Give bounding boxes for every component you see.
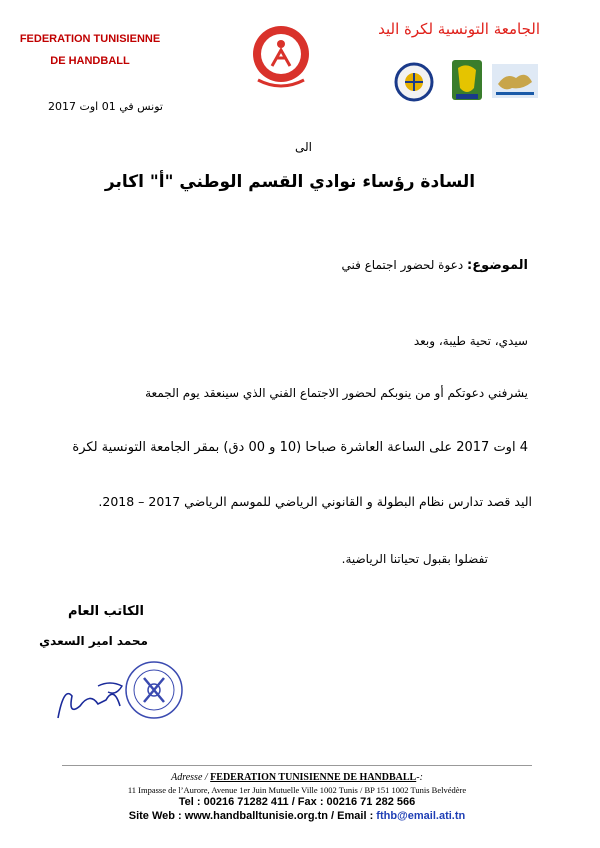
footer-website-link[interactable]: www.handballtunisie.org.tn	[184, 810, 328, 822]
footer-address-line: 11 Impasse de l’Aurore, Avenue 1er Juin Mutuelle Ville 1002 Tunis / BP 151 1002 Tunis Belvédère	[127, 785, 467, 795]
body-paragraph-line1: يشرفني دعوتكم أو من ينوبكم لحضور الاجتماع الفني الذي سينعقد يوم الجمعة	[145, 386, 528, 400]
subject-text: دعوة لحضور اجتماع فني	[341, 258, 467, 272]
footer-email-prefix: / Email :	[328, 810, 377, 822]
body-paragraph-line3: اليد قصد تدارس نظام البطولة و القانوني الرياضي للموسم الرياضي 2017 – 2018.	[98, 494, 532, 509]
federation-logo	[248, 22, 314, 94]
federation-name-fr-line2: DE HANDBALL	[50, 55, 130, 67]
footer-divider	[62, 765, 532, 766]
cahb-logo	[450, 58, 484, 102]
footer-phone-fax: Tel : 00216 71282 411 / Fax : 00216 71 282 566	[178, 796, 416, 808]
footer-address-tail: -:	[416, 772, 423, 783]
ihf-logo	[392, 62, 436, 102]
federation-name-ar: الجامعة التونسية لكرة اليد	[378, 20, 540, 38]
letter-date: تونس في 01 اوت 2017	[48, 100, 163, 113]
arab-handball-logo	[492, 64, 538, 98]
recipient-prefix: الى	[295, 140, 312, 154]
footer-email-link[interactable]: fthb@email.ati.tn	[376, 810, 466, 822]
body-paragraph-line2: 4 اوت 2017 على الساعة العاشرة صباحا (10 و 00 دق) بمقر الجامعة التونسية لكرة	[72, 440, 528, 455]
federation-name-fr-line1: FEDERATION TUNISIENNE	[19, 33, 161, 45]
addressee: السادة رؤساء نوادي القسم الوطني "أ" اكابر	[104, 172, 476, 192]
signatory-title: الكاتب العام	[67, 604, 144, 619]
subject	[341, 258, 528, 273]
footer-web-prefix: Site Web :	[128, 810, 185, 822]
signatory-name: محمد امير السعدي	[39, 634, 148, 648]
salutation: سيدي، تحية طيبة، وبعد	[413, 334, 528, 348]
footer-web-email	[62, 810, 532, 822]
subject-label: الموضوع:	[467, 258, 528, 273]
footer-address-sep: /	[202, 772, 211, 783]
federation-name-fr	[0, 28, 180, 72]
footer-federation-name: FEDERATION TUNISIENNE DE HANDBALL	[210, 772, 417, 783]
footer-address-label: Adresse	[171, 772, 203, 783]
closing-line: تفضلوا بقبول تحياتنا الرياضية.	[341, 552, 488, 566]
footer-address-title	[62, 772, 532, 783]
signature-stamp	[50, 656, 200, 736]
